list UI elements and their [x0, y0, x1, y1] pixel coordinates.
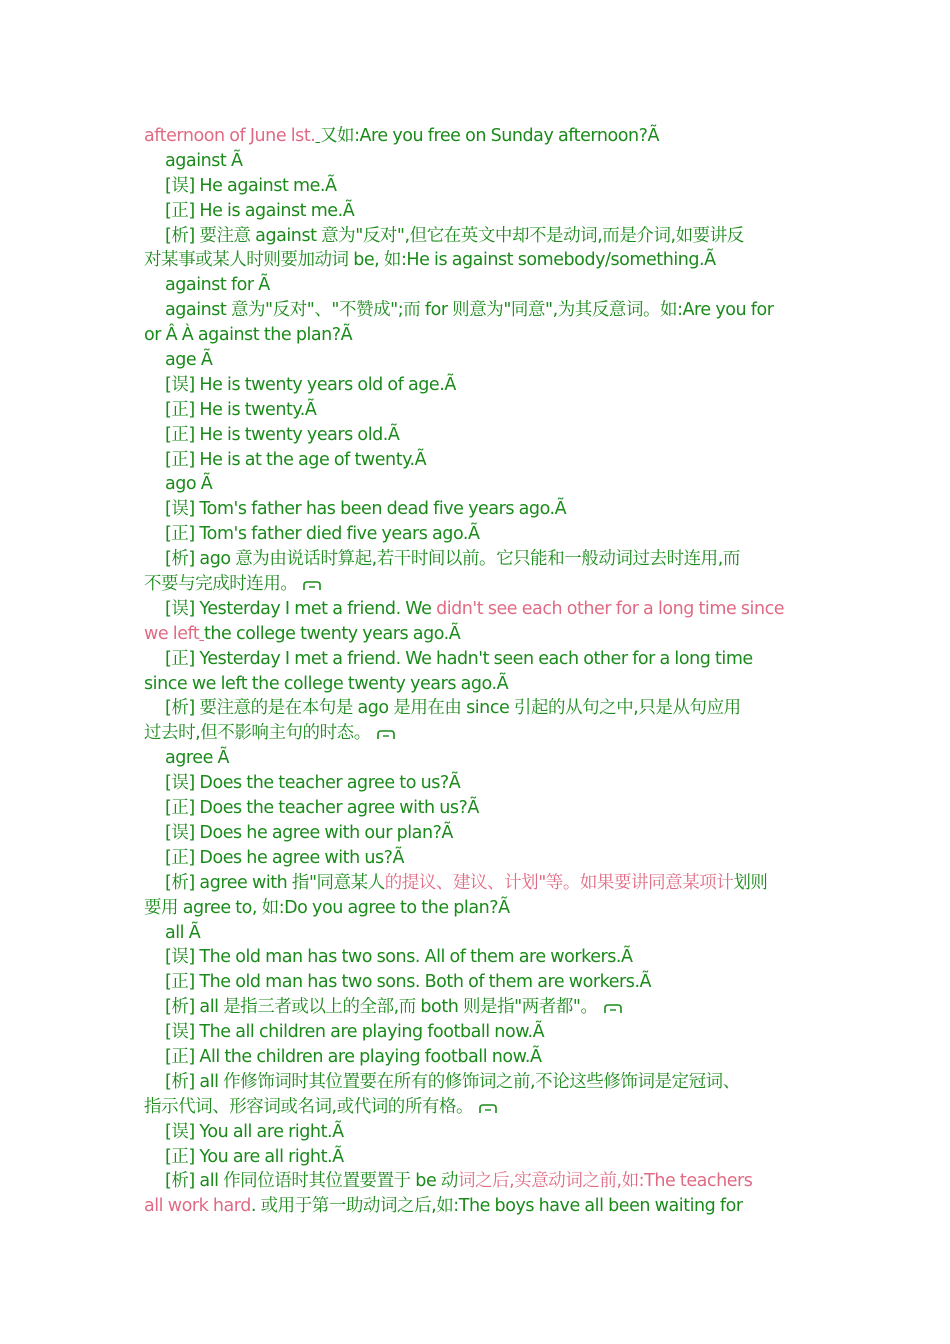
text-line — [144, 298, 809, 323]
text-segment: or Â À against the plan?Ã — [144, 325, 353, 346]
text-segment: against Ã — [165, 150, 243, 171]
text-segment: [正] He is twenty.Ã — [165, 399, 317, 420]
text-segment: afternoon of June lst. — [144, 126, 316, 146]
text-line — [144, 572, 809, 597]
text-segment: against 意为"反对"、"不赞成";而 for 则意为"同意",为其反意词。如:Are you for — [165, 300, 774, 321]
text-segment: we left — [144, 623, 200, 644]
text-segment: [误] Tom's father has been dead five years ago.Ã — [165, 499, 567, 520]
text-segment: [析] agree with 指"同意某人 — [165, 872, 385, 893]
text-segment: [析] all 是指三者或以上的全部,而 both 则是指"两者都"。 — [165, 997, 598, 1018]
text-segment: since we left the college twenty years ago.Ã — [144, 673, 509, 694]
text-segment: [正] You are all right.Ã — [165, 1146, 344, 1167]
text-line — [144, 821, 809, 846]
text-segment: 过去时,但不影响主句的时态。 — [144, 723, 371, 744]
text-segment: [误] The old man has two sons. All of them are workers.Ã — [165, 947, 633, 968]
text-segment: . 或用于第一助动词之后,如:The boys have all been waiting for — [250, 1196, 743, 1217]
text-segment: 指示代词、形容词或名词,或代词的所有格。 — [144, 1096, 474, 1117]
text-line — [144, 224, 809, 249]
text-line — [144, 248, 809, 273]
text-segment: [析] all 作修饰词时其位置要在所有的修饰词之前,不论这些修饰词是定冠词、 — [165, 1071, 740, 1092]
text-line — [144, 771, 809, 796]
paragraph-mark-icon — [303, 581, 321, 591]
text-segment: [误] Does he agree with our plan?Ã — [165, 822, 453, 843]
text-line — [144, 472, 809, 497]
text-line — [144, 796, 809, 821]
text-line — [144, 921, 809, 946]
text-segment: 词之后,实意动词之前,如:The teachers — [457, 1171, 753, 1192]
text-segment: against for Ã — [165, 275, 270, 296]
text-line — [144, 124, 809, 149]
text-segment: [正] He is twenty years old.Ã — [165, 424, 400, 445]
text-segment: [误] The all children are playing football now.Ã — [165, 1022, 545, 1043]
text-line — [144, 273, 809, 298]
text-line — [144, 970, 809, 995]
text-line — [144, 448, 809, 473]
text-segment: 要用 agree to, 如:Do you agree to the plan?Ã — [144, 897, 510, 918]
text-line — [144, 323, 809, 348]
text-segment: 对某事或某人时则要加动词 be, 如:He is against somebody/something.Ã — [144, 250, 716, 271]
text-line — [144, 696, 809, 721]
text-line — [144, 597, 809, 622]
text-line — [144, 995, 809, 1020]
text-segment: [正] Yesterday I met a friend. We hadn't seen each other for a long time — [165, 648, 753, 669]
text-segment: agree Ã — [165, 748, 230, 769]
text-segment: [正] Does he agree with us?Ã — [165, 847, 405, 868]
paragraph-mark-icon — [377, 730, 395, 740]
text-line — [144, 1020, 809, 1045]
text-line — [144, 1145, 809, 1170]
text-segment: [析] ago 意为由说话时算起,若干时间以前。它只能和一般动词过去时连用,而 — [165, 549, 740, 570]
text-segment: [析] 要注意的是在本句是 ago 是用在由 since 引起的从句之中,只是从句应用 — [165, 698, 741, 719]
text-segment: 又如:Are you free on Sunday afternoon?Ã — [319, 126, 659, 146]
text-line — [144, 896, 809, 921]
text-segment: the college twenty years ago.Ã — [203, 623, 461, 644]
text-segment: didn't see each other for a long time since — [436, 598, 785, 619]
text-line — [144, 746, 809, 771]
text-line — [144, 1169, 809, 1194]
text-segment: ago Ã — [165, 474, 213, 495]
paragraph-mark-icon — [479, 1104, 497, 1114]
text-line — [144, 348, 809, 373]
text-line — [144, 622, 809, 647]
text-segment: 划则 — [733, 872, 768, 893]
text-line — [144, 846, 809, 871]
text-line — [144, 174, 809, 199]
text-line — [144, 1070, 809, 1095]
text-segment: [误] Yesterday I met a friend. We — [165, 598, 437, 619]
text-segment: [误] You all are right.Ã — [165, 1121, 344, 1142]
text-segment: 的提议、建议、计划"等。如果要讲同意某项计 — [384, 872, 734, 893]
text-segment: [析] all 作同位语时其位置要置于 be 动 — [165, 1171, 458, 1192]
text-segment: [误] He is twenty years old of age.Ã — [165, 374, 456, 395]
text-segment: [正] All the children are playing football now.Ã — [165, 1046, 542, 1067]
text-line — [144, 672, 809, 697]
text-line — [144, 149, 809, 174]
text-line — [144, 423, 809, 448]
text-segment: [析] 要注意 against 意为"反对",但它在英文中却不是动词,而是介词,如要讲反 — [165, 225, 744, 246]
text-line — [144, 647, 809, 672]
text-segment: [误] Does the teacher agree to us?Ã — [165, 773, 461, 794]
text-segment: all Ã — [165, 922, 201, 943]
text-segment: [正] Does the teacher agree with us?Ã — [165, 798, 479, 819]
text-segment: [误] He against me.Ã — [165, 175, 337, 196]
text-line — [144, 1120, 809, 1145]
text-line — [144, 398, 809, 423]
text-line — [144, 1045, 809, 1070]
text-segment: 不要与完成时连用。 — [144, 574, 298, 595]
text-segment: [正] The old man has two sons. Both of them are workers.Ã — [165, 972, 652, 993]
text-line — [144, 871, 809, 896]
text-line — [144, 1095, 809, 1120]
text-segment: [正] Tom's father died five years ago.Ã — [165, 524, 480, 545]
text-line — [144, 721, 809, 746]
text-segment: [正] He is at the age of twenty.Ã — [165, 449, 427, 470]
document-page — [144, 124, 809, 1219]
text-line — [144, 199, 809, 224]
text-segment: [正] He is against me.Ã — [165, 200, 355, 221]
text-line — [144, 522, 809, 547]
paragraph-mark-icon — [604, 1004, 622, 1014]
text-line — [144, 547, 809, 572]
text-line — [144, 1194, 809, 1219]
text-segment: all work hard — [144, 1196, 251, 1217]
text-line — [144, 945, 809, 970]
text-segment: age Ã — [165, 350, 213, 371]
text-line — [144, 373, 809, 398]
text-line — [144, 497, 809, 522]
